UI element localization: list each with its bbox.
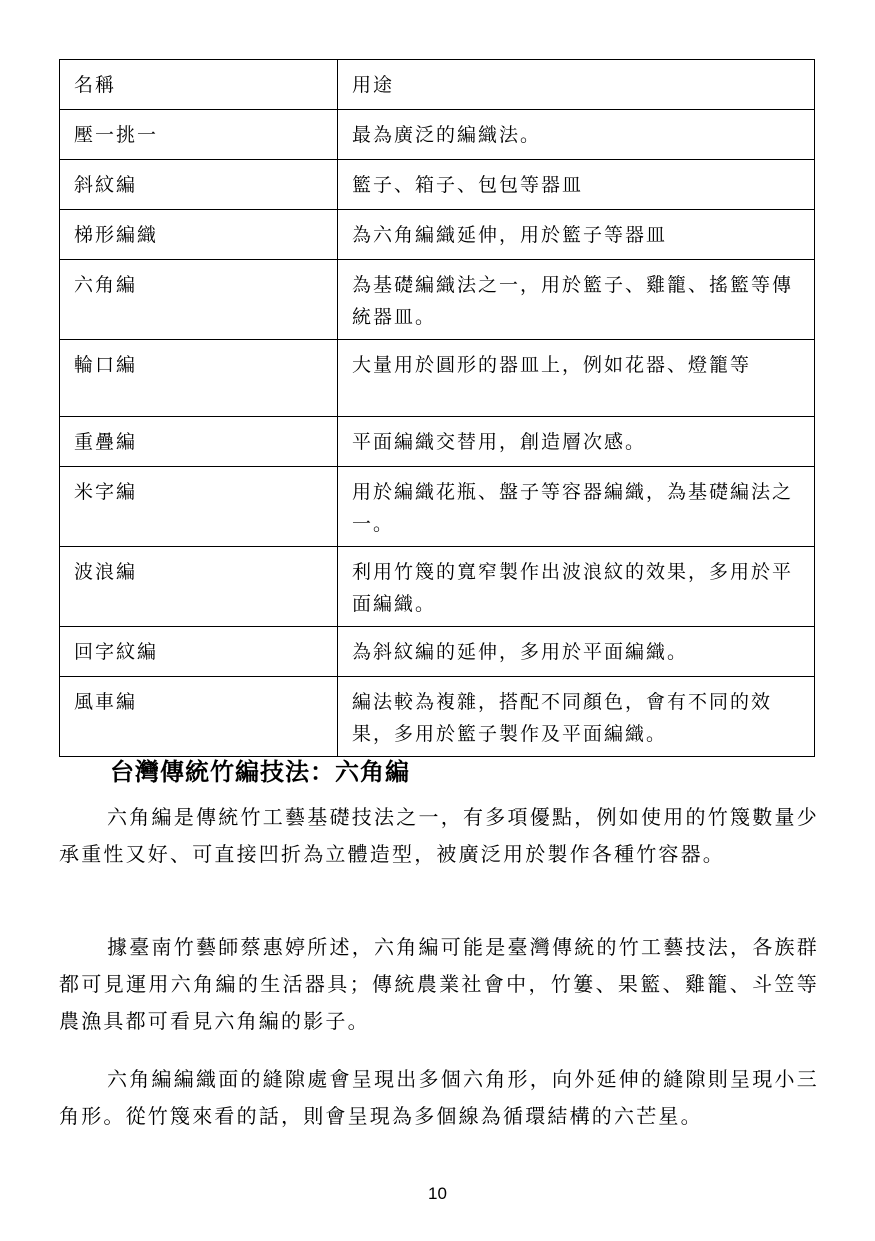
- method-use-cell: 編法較為複雜，搭配不同顏色，會有不同的效果，多用於籃子製作及平面編織。: [338, 677, 815, 757]
- table-header-row: [60, 60, 815, 110]
- method-name-cell: 米字編: [60, 467, 338, 547]
- method-use-cell: 大量用於圓形的器皿上，例如花器、燈籠等: [338, 340, 815, 417]
- body-paragraph: 六角編編織面的縫隙處會呈現出多個六角形，向外延伸的縫隙則呈現小三角形。從竹篾來看的話，則會呈現為多個線為循環結構的六芒星。: [59, 1067, 819, 1128]
- method-use-cell: 籃子、箱子、包包等器皿: [338, 160, 815, 210]
- method-use-cell: 為斜紋編的延伸，多用於平面編織。: [338, 627, 815, 677]
- method-name-cell: 波浪編: [60, 547, 338, 627]
- method-name-cell: 六角編: [60, 260, 338, 340]
- table-row: [60, 260, 815, 340]
- table-row: [60, 467, 815, 547]
- method-name-cell: 重疊編: [60, 417, 338, 467]
- table-row: [60, 110, 815, 160]
- table-row: [60, 627, 815, 677]
- body-paragraph: 六角編是傳統竹工藝基礎技法之一，有多項優點，例如使用的竹篾數量少承重性又好、可直接凹折為立體造型，被廣泛用於製作各種竹容器。: [59, 805, 819, 866]
- method-use-cell: 最為廣泛的編織法。: [338, 110, 815, 160]
- weaving-methods-table: [59, 59, 815, 757]
- method-use-cell: 為六角編織延伸，用於籃子等器皿: [338, 210, 815, 260]
- method-name-cell: 風車編: [60, 677, 338, 757]
- page-number: 10: [428, 1184, 447, 1203]
- method-use-cell: 用於編織花瓶、盤子等容器編織，為基礎編法之一。: [338, 467, 815, 547]
- table-row: [60, 417, 815, 467]
- method-name-cell: 回字紋編: [60, 627, 338, 677]
- method-use-cell: 平面編織交替用，創造層次感。: [338, 417, 815, 467]
- method-use-cell: 為基礎編織法之一，用於籃子、雞籠、搖籃等傳統器皿。: [338, 260, 815, 340]
- method-use-cell: 利用竹篾的寬窄製作出波浪紋的效果，多用於平面編織。: [338, 547, 815, 627]
- table-row: [60, 210, 815, 260]
- table-row: [60, 160, 815, 210]
- table-row: [60, 547, 815, 627]
- method-name-cell: 梯形編織: [60, 210, 338, 260]
- table-row: [60, 340, 815, 417]
- header-use-cell: 用途: [338, 60, 815, 110]
- body-paragraph: 據臺南竹藝師蔡惠婷所述，六角編可能是臺灣傳統的竹工藝技法，各族群都可見運用六角編的生活器具；傳統農業社會中，竹簍、果籃、雞籠、斗笠等農漁具都可看見六角編的影子。: [59, 935, 819, 1033]
- method-name-cell: 輪口編: [60, 340, 338, 417]
- header-name-cell: 名稱: [60, 60, 338, 110]
- method-name-cell: 壓一挑一: [60, 110, 338, 160]
- table-row: [60, 677, 815, 757]
- section-heading: 台灣傳統竹編技法：六角編: [110, 758, 410, 786]
- method-name-cell: 斜紋編: [60, 160, 338, 210]
